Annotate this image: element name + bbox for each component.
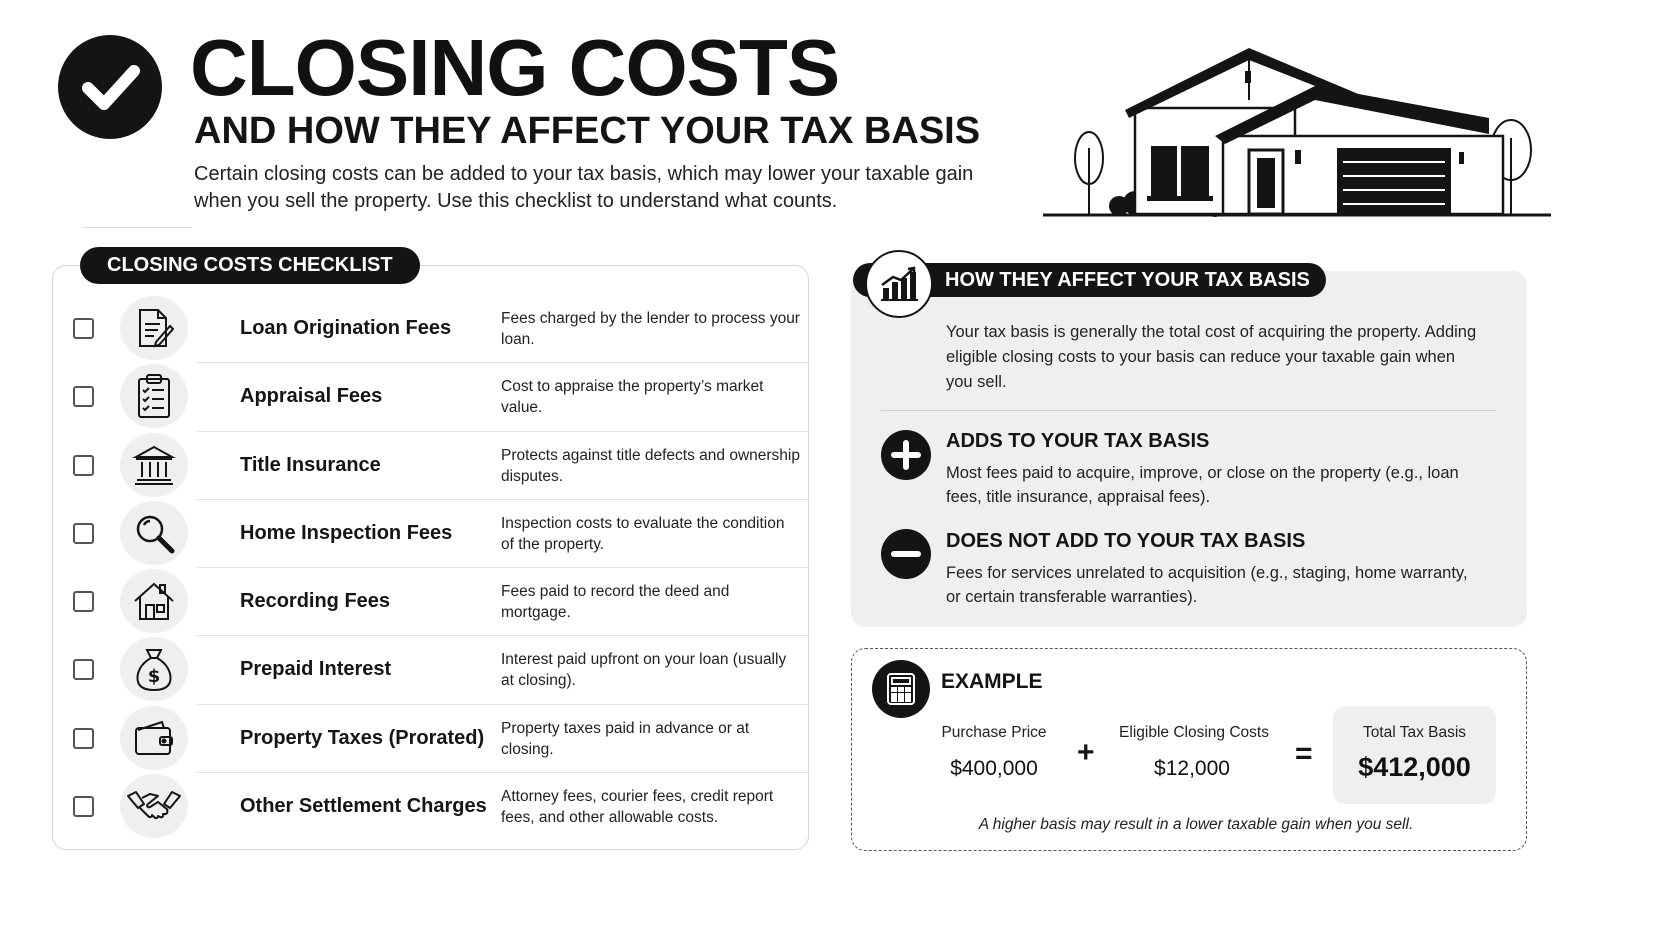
list-item xyxy=(52,567,809,635)
tax-basis-intro: Your tax basis is generally the total cost of acquiring the property. Adding eligible closing costs to your basis can reduce your taxable gain when you sell. xyxy=(946,323,1477,391)
wallet-icon xyxy=(120,706,188,770)
total-tax-basis-value: $412,000 xyxy=(1358,752,1471,782)
item-description: Attorney fees, courier fees, credit report fees, and other allowable costs. xyxy=(501,788,774,827)
item-description: Fees paid to record the deed and mortgage. xyxy=(501,583,730,622)
item-title: Prepaid Interest xyxy=(240,658,392,681)
item-title: Loan Origination Fees xyxy=(240,317,452,339)
header-divider xyxy=(82,227,192,228)
item-title: Title Insurance xyxy=(240,453,381,476)
item-description: Cost to appraise the property’s market value. xyxy=(501,378,764,417)
intro-text: Certain closing costs can be added to your tax basis, which may lower your taxable gain when you sell the property. Use this checklist to understand what counts. xyxy=(194,163,974,212)
list-item xyxy=(52,635,809,703)
page-title: CLOSING COSTS xyxy=(190,23,840,112)
item-title: Property Taxes (Prorated) xyxy=(240,726,485,749)
list-item xyxy=(52,704,809,772)
does-not-add-heading: DOES NOT ADD TO YOUR TAX BASIS xyxy=(946,530,1306,552)
closing-costs-value: $12,000 xyxy=(1154,757,1230,780)
page-subtitle: AND HOW THEY AFFECT YOUR TAX BASIS xyxy=(194,110,981,152)
checkbox[interactable] xyxy=(73,455,94,476)
list-item xyxy=(52,499,809,567)
plus-circle-icon xyxy=(881,430,931,480)
bar-chart-icon xyxy=(865,250,933,318)
checkbox[interactable] xyxy=(73,728,94,749)
checkbox[interactable] xyxy=(73,591,94,612)
money-bag-icon xyxy=(120,637,188,701)
item-description: Protects against title defects and ownership disputes. xyxy=(501,446,800,485)
magnifier-icon xyxy=(120,501,188,565)
adds-heading: ADDS TO YOUR TAX BASIS xyxy=(946,430,1210,452)
list-item xyxy=(52,294,809,362)
item-description: Interest paid upfront on your loan (usually at closing). xyxy=(501,651,787,690)
item-description: Inspection costs to evaluate the condition of the property. xyxy=(501,514,785,553)
example-note: A higher basis may result in a lower taxable gain when you sell. xyxy=(978,816,1414,833)
item-title: Appraisal Fees xyxy=(240,385,383,408)
svg-text:$: $ xyxy=(147,666,161,688)
list-item xyxy=(52,772,809,840)
tax-basis-heading: HOW THEY AFFECT YOUR TAX BASIS xyxy=(853,263,1326,297)
clipboard-checklist-icon xyxy=(120,364,188,428)
total-tax-basis-box xyxy=(1333,706,1496,804)
item-title: Home Inspection Fees xyxy=(240,521,453,544)
total-tax-basis-label: Total Tax Basis xyxy=(1362,724,1467,741)
checkbox[interactable] xyxy=(73,318,94,339)
house-outline-icon xyxy=(120,569,188,633)
check-circle-icon xyxy=(58,35,162,139)
checklist-heading: CLOSING COSTS CHECKLIST xyxy=(80,247,420,284)
checkbox[interactable] xyxy=(73,796,94,817)
closing-costs-label: Eligible Closing Costs xyxy=(1119,724,1269,741)
purchase-price-value: $400,000 xyxy=(950,757,1038,780)
plus-operator: + xyxy=(1077,736,1095,769)
checklist-rows xyxy=(52,294,809,840)
list-item xyxy=(52,431,809,499)
item-title: Recording Fees xyxy=(240,590,391,613)
item-title: Other Settlement Charges xyxy=(240,795,487,818)
checkbox[interactable] xyxy=(73,386,94,407)
bank-building-icon xyxy=(120,433,188,497)
item-description: Fees charged by the lender to process your loan. xyxy=(501,310,800,348)
purchase-price-label: Purchase Price xyxy=(941,724,1047,741)
checkbox[interactable] xyxy=(73,523,94,544)
item-description: Property taxes paid in advance or at closing. xyxy=(501,719,750,758)
minus-circle-icon xyxy=(881,529,931,579)
house-icon xyxy=(1043,38,1553,220)
checkbox[interactable] xyxy=(73,659,94,680)
equals-operator: = xyxy=(1295,737,1313,770)
example-heading: EXAMPLE xyxy=(941,670,1043,693)
list-item xyxy=(52,362,809,430)
document-pen-icon xyxy=(120,296,188,360)
does-not-add-text: Fees for services unrelated to acquisition (e.g., staging, home warranty, or certain transferable warranties). xyxy=(946,564,1468,606)
handshake-icon xyxy=(120,774,188,838)
adds-text: Most fees paid to acquire, improve, or close on the property (e.g., loan fees, title insurance, appraisal fees). xyxy=(946,464,1459,506)
tax-basis-divider xyxy=(881,410,1497,411)
calculator-icon xyxy=(872,660,930,718)
